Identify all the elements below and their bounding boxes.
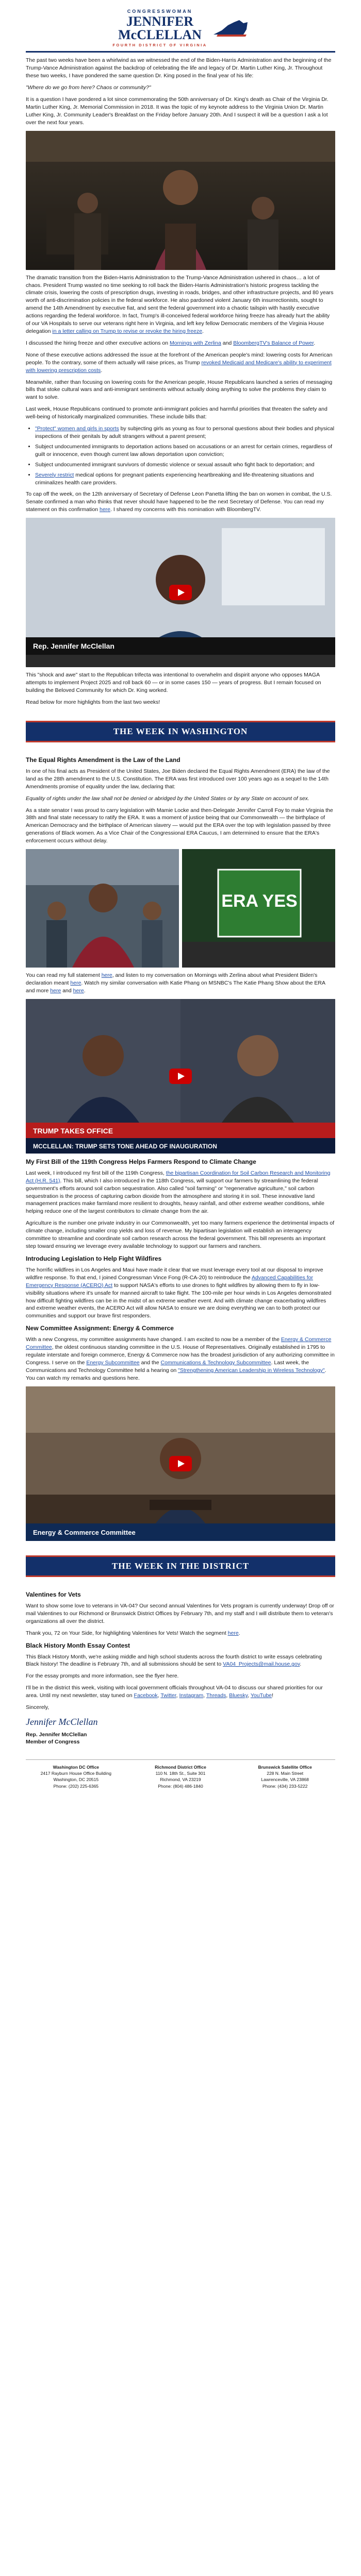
cabinet-p1-text: To cap off the week, on the 12th anniversary of Secretary of Defense Leon Panetta lifting the ban on women in combat, the U.S. Senate confirmed a man who thinks that never should have happened to be the next Secretary of Defense. You can read my statement on this confirmation: [26, 491, 332, 513]
val-p2-text: Thank you, 72 on Your Side, for highlighting Valentines for Vets! Watch the segment: [26, 1630, 226, 1636]
msnbc-video[interactable]: [26, 999, 335, 1154]
mlk-quote: "Where do we go from here? Chaos or community?": [26, 84, 151, 91]
era-rally-photo: [26, 849, 179, 968]
era-photo-grid: [26, 849, 335, 968]
office-name: Washington DC Office: [53, 1765, 100, 1770]
office-line2: Richmond, VA 23219: [160, 1777, 201, 1783]
era-statement-link[interactable]: here: [101, 972, 112, 979]
climate-paragraph-2: Agriculture is the number one private industry in our Commonwealth, yet too many farmers experience the detrimental impacts of climate change, including smaller crop yields and loss of revenue. My bipartisan legislation will establish an interagency committee to streamline and coordinate soil carbon research across the federal government. This bill represents an important step toward ensuring we leverage every available technology to support our farmers and ranchers.: [26, 1220, 335, 1249]
office-footer: [26, 1759, 335, 1789]
era-p3-end: . Watch my similar conversation with Katie Phang on MSNBC's The Katie Phang Show about the ERA and more: [26, 979, 325, 994]
committee-p1-and: and the: [141, 1360, 159, 1366]
youtube-link[interactable]: YouTube: [250, 1692, 272, 1699]
transition-paragraph-1: The dramatic transition from the Biden-Harris Administration to the Trump-Vance Administration ushered in chaos… a lot of chaos. President Trump wasted no time seeking to roll back the Biden-Harris Administration's historic progress tackling the climate crisis, lowering the costs of prescription drugs, investing in roads, bridges, and other infrastructure projects, and 80 years worth of anti-discrimination policies in the federal workforce. He also pardoned violent January 6th insurrectionists, sought to amend the 14th Amendment by executive fiat, and sent the federal government into a chaotic tailspin with hastily executive actions regarding the federal workforce. In fact, Trump's ill-conceived federal workforce hiring freeze has already hurt the ability of our VA Hospitals to serve our veterans right here in Virginia, and left key fellow Democratic members of the Virginia House delegation in a letter calling on Trump to revise or revoke the hiring freeze.: [26, 274, 334, 334]
black-history-paragraph-1: This Black History Month, we're asking middle and high school students across the fourth district to write essays celebrating Black history! The deadline is February 7th, and all submissions should be sent to VA04_Projects@mail.house.gov.: [26, 1653, 322, 1668]
intro-section: [26, 53, 335, 714]
intro-paragraph-2: It is a question I have pondered a lot since commemorating the 50th anniversary of Dr. King's death as Chair of the Virginia Dr. Martin Luther King, Jr. Memorial Commission in 2018. It was the topic of my keynote address to the Virginia Union Dr. Martin Luther King, Jr. Community Leader's Breakfast on the Friday before January 20th. And I suspect it will be a question I ask a lot over the next four years.: [26, 96, 329, 126]
house-bills-list: [35, 425, 335, 486]
bh-p1-pre: This Black History Month, we're asking middle and high school students across the fourth district to write essays celebrating Black history! The deadline is February 7th, and all submissions should be sent to: [26, 1653, 322, 1668]
washington-section: [26, 748, 335, 1549]
wildfire-heading: Introducing Legislation to Help Fight Wildfires: [26, 1255, 162, 1262]
logo-name: [112, 15, 207, 42]
list-item-text: Subject undocumented immigrants to deportation actions based on accusations or an arrest for certain crimes, regardless of guilt or innocence, even though current law allows deportation upon conviction;: [35, 443, 333, 457]
statement-here-link[interactable]: here: [100, 506, 111, 513]
cabinet-paragraph-1: [26, 490, 335, 514]
office-phone: Phone: (804) 486-1840: [158, 1783, 203, 1789]
era-paragraph-1: In one of his final acts as President of the United States, Joe Biden declared the Equal Rights Amendment (ERA) the law of the land as the 28th amendment to the U.S. Constitution. The ERA was first introduced over 100 years ago as a sequel to the 14th Amendments promise of equality under the law, declaring that:: [26, 768, 330, 790]
climate-p1-pre: Last week, I introduced my first bill of the 119th Congress,: [26, 1170, 165, 1176]
office-brunswick: [235, 1764, 335, 1789]
transition-p2-pre: I discussed the hiring freeze and other executive actions on: [26, 340, 169, 346]
logo-last-name: McCLELLAN: [118, 27, 202, 42]
fire-p1-text: The horrific wildfires in Los Angeles and Maui have made it clear that we must leverage every tool at our disposal to improve wildfire response. To that end, I joined Congressman Vince Fong (R-CA-20) to reintroduce the: [26, 1266, 323, 1281]
video-chyron: Rep. Jennifer McClellan: [33, 642, 114, 651]
era-p3-mid: , and listen to my conversation on Mornings with Zerlina about what President Biden's declaration meant: [26, 972, 318, 986]
black-history-heading: Black History Month Essay Contest: [26, 1641, 130, 1649]
severely-restrict-link[interactable]: Severely restrict: [35, 471, 74, 478]
msnbc-subchyron: MCCLELLAN: TRUMP SETS TONE AHEAD OF INAUGURATION: [33, 1142, 217, 1150]
climate-p1-end: . This bill, which I also introduced in the 118th Congress, will support our farmers by streamlining the federal government's efforts around soil carbon sequestration. Also called "soil farming" or "regenerative agriculture," soil carbon sequestration is the process of capturing carbon dioxide from the atmosphere and storing it in soil. These innovative land management practices make farmland more resilient to droughts, heavy rainfall, and other extreme weather conditions, while helping reduce one of the largest contributors to climate change from the air.: [26, 1177, 324, 1215]
committee-p1-pre: With a new Congress, my committee assignments have changed. I am excited to now be a member of the: [26, 1336, 280, 1343]
list-item-text: Subject undocumented immigrant survivors of domestic violence or sexual assault who fight back to deportation; and: [35, 461, 315, 468]
energy-commerce-link[interactable]: Energy & Commerce Committee: [26, 1336, 332, 1351]
committee-p1-mid: , the oldest continuous standing committee in the U.S. House of Representatives. Originally established in 1795 to regulate interstate and foreign commerce, Energy & Commerce now has the broadest jurisdiction of any authorizing committee in Congress. I serve on the: [26, 1344, 335, 1366]
social-end: !: [272, 1692, 274, 1699]
social-p1-pre: I'll be in the district this week, visiting with local government officials throughout VA-04 to discuss our shared priorities for our area. Until my next newsletter, stay tuned on: [26, 1685, 323, 1699]
newsletter-header: [26, 4, 335, 53]
era-sign-text: ERA YES: [221, 891, 298, 911]
office-phone: Phone: (434) 233-5222: [262, 1783, 308, 1789]
office-line1: 110 N. 18th St., Suite 301: [155, 1771, 206, 1776]
signoff-block: [26, 1731, 335, 1747]
era-p3-and: and: [62, 987, 72, 994]
week-in-district-banner: THE WEEK IN THE DISTRICT: [26, 1555, 335, 1577]
week-in-washington-banner: THE WEEK IN WASHINGTON: [26, 721, 335, 742]
wildfire-paragraph: [26, 1266, 335, 1320]
breakfast-speech-photo: [26, 131, 335, 270]
era-heading: The Equal Rights Amendment is the Law of the Land: [26, 756, 180, 764]
office-line1: 2417 Rayburn House Office Building: [40, 1771, 111, 1776]
list-item: [35, 471, 335, 487]
bloomberg-balance-link[interactable]: BloombergTV's Balance of Power: [233, 340, 314, 346]
list-item: [35, 425, 335, 440]
list-item: [35, 443, 335, 459]
hearing-chyron: Energy & Commerce Committee: [33, 1528, 136, 1536]
list-item-text: medical options for pregnant patients experiencing heartbreaking and life-threatening situations and criminalizes health care providers.: [35, 471, 314, 486]
era-quote: Equality of rights under the law shall not be denied or abridged by the United States or by any State on account of sex.: [26, 795, 309, 802]
threads-link[interactable]: Threads: [206, 1692, 226, 1699]
acero-act-link[interactable]: Advanced Capabilities for Emergency Response (ACERO) Act: [26, 1274, 314, 1289]
committee-hearing-video[interactable]: [26, 1386, 335, 1541]
office-name: Richmond District Office: [155, 1765, 206, 1770]
energy-subcommittee-link[interactable]: Energy Subcommittee: [86, 1360, 140, 1366]
social-paragraph: I'll be in the district this week, visiting with local government officials throughout VA-04 to discuss our shared priorities for our area. Until my next newsletter, stay tuned on Facebook, Twitter, Instagram, Threads, Bluesky, YouTube!: [26, 1685, 323, 1699]
sincerely-text: Sincerely,: [26, 1704, 50, 1711]
logo: [112, 8, 207, 48]
valentines-paragraph-2: Thank you, 72 on Your Side, for highlighting Valentines for Vets! Watch the segment here.: [26, 1630, 240, 1636]
cabinet-paragraph-2: This "shock and awe" start to the Republican trifecta was intentional to overwhelm and dispirit anyone who opposes MAGA attempts to implement Project 2025 and roll back 60 — or in some cases 150 — years of progress. But I remain focused on building the Beloved Community for which Dr. King worked.: [26, 672, 321, 693]
era-katie-phang-link-2[interactable]: here: [73, 987, 84, 994]
era-paragraph-2: As a state senator I was proud to carry legislation with Mamie Locke and then-Delegate Jennifer Carroll Foy to make Virginia the 38th and final state necessary to ratify the ERA. It was a moment of justice being that our Commonwealth — the birthplace of American Democracy and the birthplace of American slavery — would put the ERA over the top with legislation passed by three generations of Black women. As a Vice Chair of the Congressional ERA Caucus, I am determined to ensure that the ERA's enforcement occurs without delay.: [26, 807, 333, 844]
medicaid-link[interactable]: revoked Medicaid and Medicare's ability to experiment with lowering prescription costs: [26, 359, 332, 374]
era-p3-pre: You can read my full statement: [26, 972, 100, 979]
era-yes-sign-photo: [182, 849, 335, 968]
twitter-link[interactable]: Twitter: [160, 1692, 176, 1699]
cabinet-paragraph-3: Read below for more highlights from the last two weeks!: [26, 699, 160, 705]
office-phone: Phone: (202) 225-6365: [53, 1783, 99, 1789]
climate-heading: My First Bill of the 119th Congress Helps Farmers Respond to Climate Change: [26, 1158, 256, 1165]
committee-p1-end: . Last week, the Communications and Technology Committee held a hearing on: [26, 1360, 309, 1374]
committee-heading: New Committee Assignment: Energy & Commerce: [26, 1325, 174, 1332]
committee-p1-end2: . You can watch my remarks and questions here.: [26, 1367, 326, 1381]
office-line2: Washington, DC 20515: [53, 1777, 99, 1783]
logo-kicker: CONGRESSWOMAN: [127, 9, 193, 14]
play-button-icon[interactable]: [169, 1456, 192, 1471]
cabinet-p1-end: . I shared my concerns with this nomination with BloombergTV.: [110, 506, 261, 513]
transition-p3-text: None of these executive actions addressed the issue at the forefront of the American people's mind: lowering costs for American people. To the contrary, some of them actually will raise prices, as Trump: [26, 351, 333, 366]
wireless-hearing-link[interactable]: "Strengthening American Leadership in Wireless Technology": [178, 1367, 325, 1374]
bluesky-link[interactable]: Bluesky: [229, 1692, 248, 1699]
signoff-title: Member of Congress: [26, 1739, 80, 1745]
valentines-heading: Valentines for Vets: [26, 1590, 81, 1598]
office-dc: [26, 1764, 126, 1789]
transition-p2-mid: and: [222, 340, 232, 346]
district-section: [26, 1582, 335, 1754]
fire-p1-end: to support NASA's efforts to use drones to fight wildfires by allowing them to fly in low-visibility situations where it's unsafe for manned aircraft to take flight. The 100-mile per hour winds in Los Angeles demonstrated how difficult fighting wildfires can be in the midst of an extreme weather event. And with climate change exacerbating wildfires and extreme weather events, the ACERO Act will allow NASA to ensure we are doing everything we can to both protect our communities and support our brave first responders.: [26, 1282, 332, 1319]
play-button-icon[interactable]: [169, 1069, 192, 1084]
projects-email-link[interactable]: VA04_Projects@mail.house.gov: [223, 1661, 300, 1668]
newsletter: [26, 0, 335, 1798]
soil-carbon-bill-link[interactable]: the bipartisan Coordination for Soil Carbon Research and Monitoring Act (H.R. 541): [26, 1170, 331, 1184]
office-richmond: [130, 1764, 231, 1789]
office-line2: Lawrenceville, VA 23868: [261, 1777, 309, 1783]
signoff-name: Rep. Jennifer McClellan: [26, 1731, 87, 1738]
women-sports-link[interactable]: "Protect" women and girls in sports: [35, 426, 119, 432]
transition-paragraph-2: I discussed the hiring freeze and other executive actions on Mornings with Zerlina and BloombergTV's Balance of Power.: [26, 340, 316, 346]
transition-paragraph-5: Last week, House Republicans continued to promote anti-immigrant policies and harmful priorities that threaten the safety and well-being of historically marginalized communities. These include bills that:: [26, 406, 327, 420]
play-button-icon[interactable]: [169, 585, 192, 600]
zerlina-link[interactable]: Mornings with Zerlina: [170, 340, 221, 346]
msnbc-chyron: TRUMP TAKES OFFICE: [33, 1126, 113, 1135]
era-paragraph-3: You can read my full statement here, and listen to my conversation on Mornings with Zerlina about what President Biden's declaration meant here. Watch my similar conversation with Katie Phang on MSNBC's The Katie Phang Show about the ERA and more here and here.: [26, 972, 325, 994]
bloomberg-video[interactable]: [26, 518, 335, 667]
transition-paragraph-4: Meanwhile, rather than focusing on lowering costs for the American people, House Republicans launched a series of messaging bills that stoke cultural wars and anti-immigrant sentiments without actually doing anything to solve the problems they claim to want to solve.: [26, 379, 333, 401]
climate-paragraph-1: [26, 1170, 335, 1215]
intro-paragraph-1: The past two weeks have been a whirlwind as we witnessed the end of the Biden-Harris Administration and the beginning of the Trump-Vance Administration against the backdrop of celebrating the life and legacy of Dr. Martin Luther King, Jr. Throughout these two weeks, I have pondered the same question Dr. King posed in the final year of his life:: [26, 57, 332, 79]
virginia-map-icon: [212, 19, 249, 38]
list-item: [35, 461, 335, 469]
valentines-segment-link[interactable]: here: [227, 1630, 239, 1636]
office-line1: 228 N. Main Street: [267, 1771, 304, 1776]
transition-p1-text: The dramatic transition from the Biden-Harris Administration to the Trump-Vance Administration ushered in chaos… a lot of chaos. President Trump wasted no time seeking to roll back the Biden-Harris Administration's historic progress tackling the climate crisis, lowering the costs of prescription drugs, investing in roads, bridges, and other infrastructure projects, and 80 years worth of anti-discrimination policies in the federal workforce. He also pardoned violent January 6th insurrectionists, sought to amend the 14th Amendment by executive fiat, and sent the federal government into a chaotic tailspin with hastily executive actions regarding the federal workforce. In fact, Trump's ill-conceived federal workforce hiring freeze has already hurt the ability of our VA Hospitals to serve our veterans right here in Virginia, and left key fellow Democratic members of the Virginia House delegation: [26, 274, 334, 334]
logo-subtitle: FOURTH DISTRICT OF VIRGINIA: [112, 42, 207, 47]
valentines-paragraph-1: Want to show some love to veterans in VA-04? Our second annual Valentines for Vets program is currently underway! Drop off or mail Valentines to our Richmond or Brunswick District Offices by February 7th, and my staff and I will distribute them to veteran's organizations all over the district.: [26, 1602, 334, 1624]
black-history-paragraph-2: For the essay prompts and more information, see the flyer here.: [26, 1673, 179, 1680]
office-name: Brunswick Satellite Office: [258, 1765, 312, 1770]
transition-paragraph-3: None of these executive actions addressed the issue at the forefront of the American people's mind: lowering costs for American people. To the contrary, some of them actually will raise prices, as Trump revoked Medicaid and Medicare's ability to experiment with lowering prescription costs.: [26, 351, 333, 374]
facebook-link[interactable]: Facebook: [134, 1692, 158, 1699]
signature: Jennifer McClellan: [26, 1716, 98, 1727]
era-katie-phang-link-1[interactable]: here: [50, 987, 61, 994]
instagram-link[interactable]: Instagram: [179, 1692, 204, 1699]
committee-paragraph: [26, 1336, 335, 1382]
list-item-text: by subjecting girls as young as four to personal questions about their bodies and physical inspections of their genitals by adult strangers without a parent present;: [35, 426, 335, 439]
comms-tech-subcommittee-link[interactable]: Communications & Technology Subcommittee: [160, 1360, 271, 1366]
hiring-freeze-letter-link[interactable]: in a letter calling on Trump to revise or revoke the hiring freeze: [52, 328, 203, 334]
logo-first-name: JENNIFER: [126, 13, 193, 29]
era-zerlina-link[interactable]: here: [70, 979, 81, 986]
